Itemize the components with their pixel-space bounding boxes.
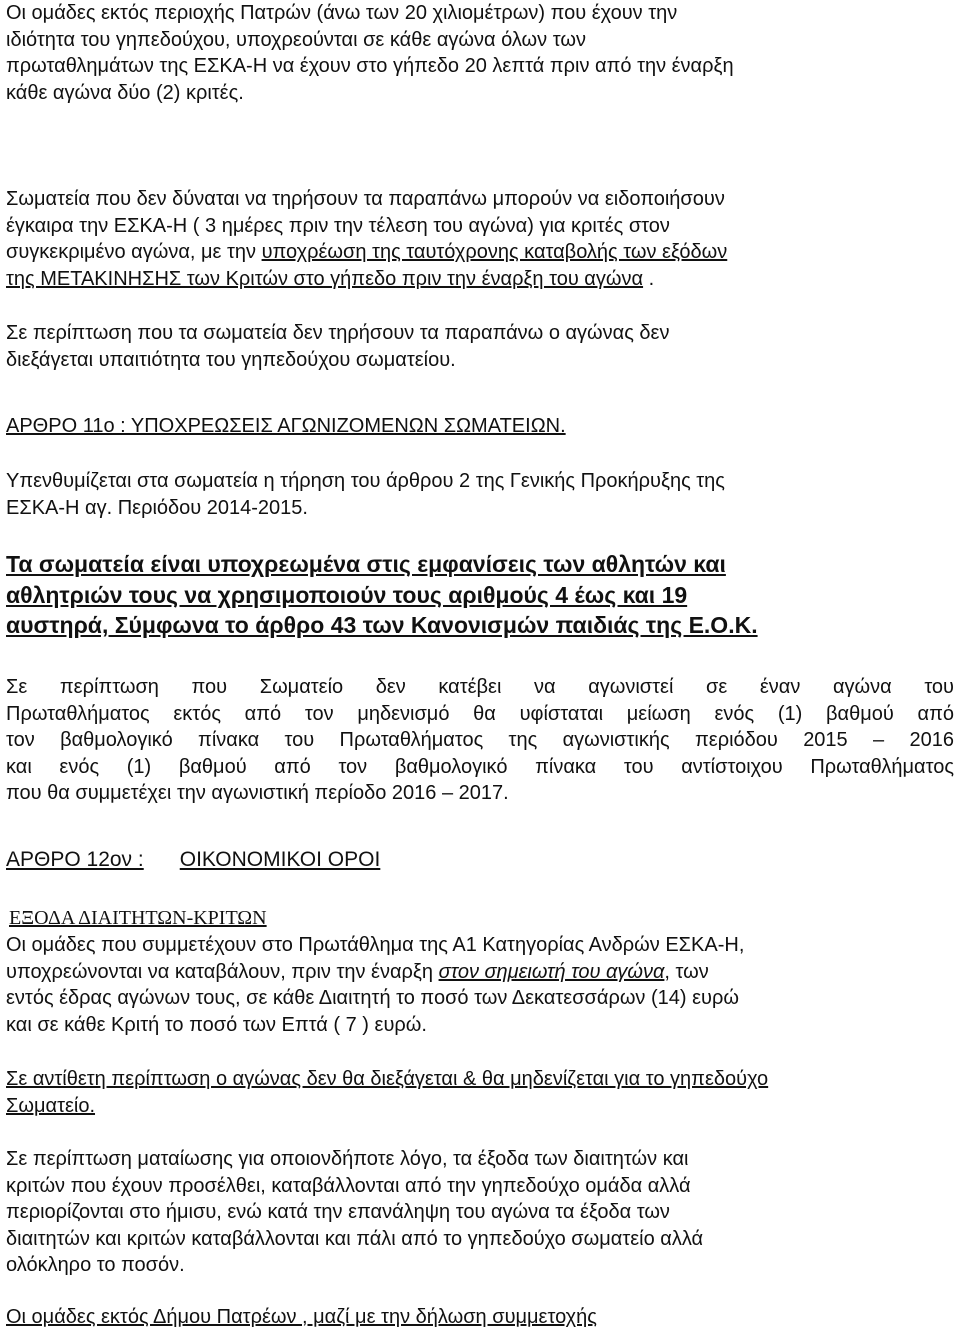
text-line: περιορίζονται στο ήμισυ, ενώ κατά την επανάληψη του αγώνα τα έξοδα των <box>6 1201 670 1223</box>
text-line: Οι ομάδες που συμμετέχουν στο Πρωτάθλημα της Α1 Κατηγορίας Ανδρών ΕΣΚΑ-Η, <box>6 934 745 956</box>
text-line: ολόκληρο το ποσόν. <box>6 1254 185 1276</box>
text-line: Σε περίπτωση που Σωματείο δεν κατέβει να αγωνιστεί σε έναν αγώνα του <box>6 676 954 698</box>
text-line: έγκαιρα την ΕΣΚΑ-Η ( 3 ημέρες πριν την τέλεση του αγώνα) για κριτές στον <box>6 214 670 237</box>
text-line: Σε περίπτωση που τα σωματεία δεν τηρήσουν τα παραπάνω ο αγώνας δεν <box>6 322 670 344</box>
underlined-text: υποχρέωση της ταυτόχρονης καταβολής των εξόδων <box>261 241 728 263</box>
text-line <box>6 239 954 266</box>
text-segment: υποχρεώνονται να καταβάλουν, πριν την έναρξη <box>6 960 439 983</box>
paragraph-judges-notification <box>6 186 954 292</box>
text-line <box>6 266 954 293</box>
text-line: Σε αντίθετη περίπτωση ο αγώνας δεν θα διεξάγεται & θα μηδενίζεται για το γηπεδούχο <box>6 1068 769 1090</box>
text-line: που θα συμμετέχει την αγωνιστική περίοδο 2016 – 2017. <box>6 782 509 804</box>
text-line <box>6 959 954 986</box>
text-line: Οι ομάδες εκτός Δήμου Πατρέων , μαζί με την δήλωση συμμετοχής <box>6 1306 597 1328</box>
paragraph-outside-municipality <box>6 1304 954 1331</box>
paragraph-expenses <box>6 932 954 1038</box>
expenses-heading <box>9 905 957 932</box>
text-line: εντός έδρας αγώνων τους, σε κάθε Διαιτητή το ποσό των Δεκατεσσάρων (14) ευρώ <box>6 987 739 1009</box>
paragraph-match-not-held <box>6 1066 954 1119</box>
text-segment: . <box>643 267 655 290</box>
text-line: Υπενθυμίζεται στα σωματεία η τήρηση του άρθρου 2 της Γενικής Προκήρυξης της <box>6 470 725 492</box>
text-line: Σε περίπτωση ματαίωσης για οποιονδήποτε λόγο, τα έξοδα των διαιτητών και <box>6 1148 689 1170</box>
text-segment: , των <box>664 960 709 983</box>
text-line: πρωταθλημάτων της ΕΣΚΑ-Η να έχουν στο γήπεδο 20 λεπτά πριν από την έναρξη <box>6 55 734 77</box>
text-line: αθλητριών τους να χρησιμοποιούν τους αριθμούς 4 έως και 19 <box>6 581 688 608</box>
article-label: ΑΡΘΡΟ 12ον : <box>6 848 144 871</box>
underlined-text: της ΜΕΤΑΚΙΝΗΣΗΣ των Κριτών στο γήπεδο πριν την έναρξη του αγώνα <box>6 267 644 290</box>
text-line: και ενός (1) βαθμού από τον βαθμολογικό πίνακα του αντίστοιχου Πρωταθλήματος <box>6 755 954 778</box>
paragraph-cancellation-costs <box>6 1146 954 1279</box>
text-line: Οι ομάδες εκτός περιοχής Πατρών (άνω των 20 χιλιομέτρων) που έχουν την <box>6 2 678 24</box>
text-line: ΕΣΚΑ-Η αγ. Περιόδου 2014-2015. <box>6 496 308 519</box>
paragraph-match-cancelled <box>6 320 954 373</box>
article-11-heading <box>6 413 954 440</box>
article-12-heading <box>6 847 954 874</box>
paragraph-reminder <box>6 468 954 521</box>
text-line: Σωματείο. <box>6 1094 96 1117</box>
text-line: τον βαθμολογικό πίνακα του Πρωταθλήματος της αγωνιστικής περιόδου 2015 – 2016 <box>6 729 954 751</box>
text-line: κριτών που έχουν προσέλθει, καταβάλλονται από την γηπεδούχο ομάδα αλλά <box>6 1174 691 1197</box>
paragraph-forfeit-penalty <box>6 674 954 807</box>
text-line: διεξάγεται υπαιτιότητα του γηπεδούχου σωματείου. <box>6 348 456 371</box>
paragraph-remote-teams <box>6 0 954 106</box>
article-title: ΑΡΘΡΟ 11ο : ΥΠΟΧΡΕΩΣΕΙΣ ΑΓΩΝΙΖΟΜΕΝΩΝ ΣΩΜΑΤΕΙΩΝ. <box>6 415 566 437</box>
text-line: Πρωταθλήματος εκτός από τον μηδενισμό θα υφίσταται μείωση ενός (1) βαθμού από <box>6 702 954 725</box>
section-title: ΕΞΟΔΑ ΔΙΑΙΤΗΤΩΝ-ΚΡΙΤΩΝ <box>9 907 267 929</box>
text-line: και σε κάθε Κριτή το ποσό των Επτά ( 7 ) ευρώ. <box>6 1013 427 1036</box>
text-line: ιδιότητα του γηπεδούχου, υποχρεούνται σε κάθε αγώνα όλων των <box>6 28 586 51</box>
emphasized-text: στον σημειωτή του αγώνα <box>438 960 665 983</box>
text-line: Σωματεία που δεν δύναται να τηρήσουν τα παραπάνω μπορούν να ειδοποιήσουν <box>6 188 725 210</box>
text-line: διαιτητών και κριτών καταβάλλονται και πάλι από το γηπεδούχο σωματείο αλλά <box>6 1227 704 1250</box>
text-line <box>6 847 954 874</box>
paragraph-jersey-numbers <box>6 549 954 641</box>
text-line: Τα σωματεία είναι υποχρεωμένα στις εμφανίσεις των αθλητών και <box>6 551 726 577</box>
text-line: κάθε αγώνα δύο (2) κριτές. <box>6 81 244 104</box>
article-title: ΟΙΚΟΝΟΜΙΚΟΙ ΟΡΟΙ <box>179 848 381 871</box>
text-segment: συγκεκριμένο αγώνα, με την <box>6 241 262 263</box>
text-line: αυστηρά, Σύμφωνα το άρθρο 43 των Κανονισμών παιδιάς της Ε.Ο.Κ. <box>6 612 758 638</box>
